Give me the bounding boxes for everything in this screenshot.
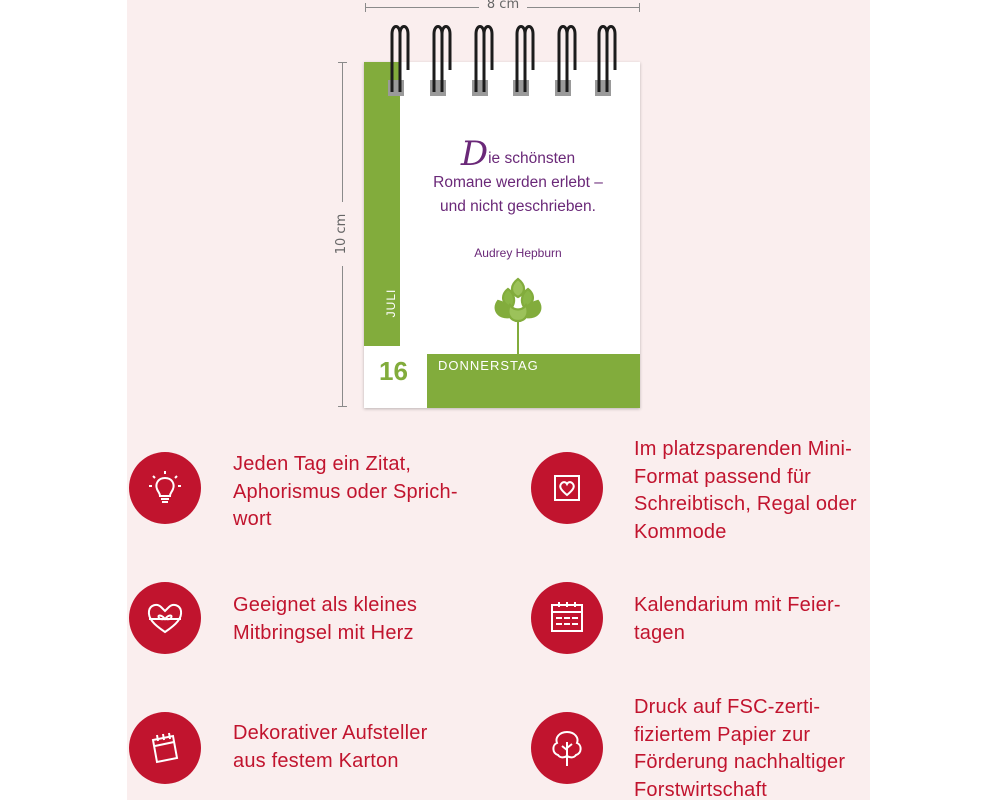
feature-text-4: Kalendarium mit Feier- tagen [634, 594, 841, 644]
feature-text-1: Jeden Tag ein Zitat, Aphorismus oder Sprich- wort [233, 453, 458, 530]
spiral-coil [472, 27, 492, 97]
lightbulb-icon [129, 452, 201, 524]
feature-text-5: Dekorativer Aufsteller aus festem Karton [233, 722, 428, 772]
quote-dropcap: D [460, 134, 489, 174]
height-dimension-label: 10 cm [334, 202, 350, 266]
feature-text-6: Druck auf FSC-zerti- fiziertem Papier zur Förderung nachhaltiger Forstwirtschaft [634, 696, 846, 801]
quote-line-1: ie schönsten [488, 150, 576, 167]
month-label: JULI [384, 288, 398, 318]
spiral-coil [513, 27, 533, 97]
day-number: 16 [379, 356, 408, 386]
desk-calendar-icon [129, 712, 201, 784]
tree-icon [531, 712, 603, 784]
width-dimension-label: 8 cm [479, 0, 527, 12]
artichoke-tree-icon [490, 275, 546, 355]
heart-gift-icon [129, 582, 201, 654]
spiral-binding [0, 0, 1000, 110]
quote-line-3: und nicht geschrieben. [440, 198, 596, 215]
feature-text-3: Geeignet als kleines Mitbringsel mit Herz [233, 594, 418, 644]
spiral-coil [595, 27, 615, 97]
calendar-page [364, 62, 640, 408]
quote-line-2: Romane werden erlebt – [433, 174, 603, 191]
quote-author: Audrey Hepburn [474, 246, 562, 260]
spiral-coil [430, 27, 450, 97]
spiral-coil [555, 27, 575, 97]
feature-text-2: Im platzsparenden Mini- Format passend für Schreibtisch, Regal oder Kommode [634, 438, 857, 543]
spiral-coil [388, 27, 408, 97]
calendar-icon [531, 582, 603, 654]
weekday-label: DONNERSTAG [438, 358, 539, 373]
framed-heart-icon [531, 452, 603, 524]
quote-text [414, 134, 622, 219]
